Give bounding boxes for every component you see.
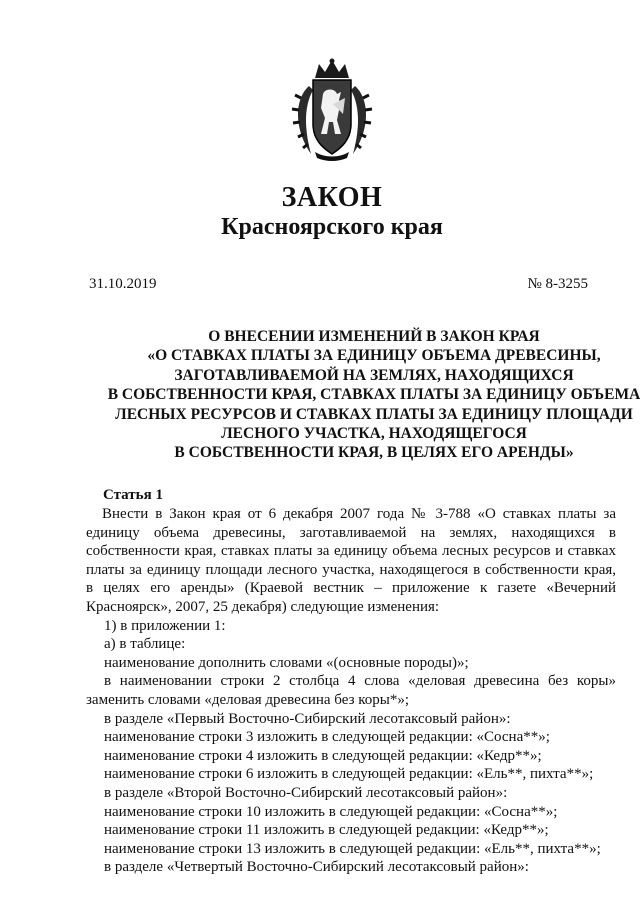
body-line: а) в таблице: <box>104 636 186 653</box>
article-title: Статья 1 <box>103 487 163 503</box>
document-date: 31.10.2019 <box>89 276 157 292</box>
body-line: 1) в приложении 1: <box>104 617 226 634</box>
heading-line: ЗАГОТАВЛИВАЕМОЙ НА ЗЕМЛЯХ, НАХОДЯЩИХСЯ <box>174 366 574 384</box>
coat-of-arms-emblem <box>289 58 375 162</box>
body-line: наименование строки 10 изложить в следующей редакции: «Сосна**»; <box>104 803 558 820</box>
body-line: наименование строки 4 изложить в следующей редакции: «Кедр**»; <box>104 747 542 764</box>
body-paragraph: в наименовании строки 2 столбца 4 слова «деловая древесина без коры» заменить словами «деловая древесина без коры*»; <box>86 673 616 708</box>
article-body <box>86 505 616 877</box>
body-line: в разделе «Второй Восточно-Сибирский лесотаксовый район»: <box>104 784 508 801</box>
body-line: в разделе «Четвертый Восточно-Сибирский лесотаксовый район»: <box>104 859 529 876</box>
heading-line: «О СТАВКАХ ПЛАТЫ ЗА ЕДИНИЦУ ОБЪЕМА ДРЕВЕСИНЫ, <box>147 347 601 365</box>
heading-line: В СОБСТВЕННОСТИ КРАЯ, СТАВКАХ ПЛАТЫ ЗА ЕДИНИЦУ ОБЪЕМА <box>107 386 640 404</box>
body-line: наименование строки 6 изложить в следующей редакции: «Ель**, пихта**»; <box>104 766 594 783</box>
document-number: № 8-3255 <box>527 276 588 292</box>
law-heading <box>80 327 640 463</box>
heading-line: В СОБСТВЕННОСТИ КРАЯ, В ЦЕЛЯХ ЕГО АРЕНДЫ» <box>174 444 574 462</box>
body-line: наименование строки 3 изложить в следующей редакции: «Сосна**»; <box>104 729 550 746</box>
heading-line: ЛЕСНЫХ РЕСУРСОВ И СТАВКАХ ПЛАТЫ ЗА ЕДИНИЦУ ПЛОЩАДИ <box>115 405 633 423</box>
heading-line: ЛЕСНОГО УЧАСТКА, НАХОДЯЩЕГОСЯ <box>221 425 527 443</box>
document-subtitle: Красноярского края <box>221 214 443 240</box>
body-line: в разделе «Первый Восточно-Сибирский лесотаксовый район»: <box>104 710 511 727</box>
body-line: наименование строки 13 изложить в следующей редакции: «Ель**, пихта**»; <box>104 840 601 857</box>
body-line: наименование строки 11 изложить в следующей редакции: «Кедр**»; <box>104 822 549 839</box>
article-intro-paragraph: Внести в Закон края от 6 декабря 2007 года № 3-788 «О ставках платы за единицу объема древесины, заготавливаемой на землях, находящихся в собственности края, ставках платы за единицу объема лесных ресурсов и ставках платы за единицу площади лесного участка, находящегося в собственности края, в целях его аренды» (Краевой вестник – приложение к газете «Вечерний Красноярск», 2007, 25 декабря) следующие изменения: <box>86 506 616 615</box>
heading-line: О ВНЕСЕНИИ ИЗМЕНЕНИЙ В ЗАКОН КРАЯ <box>208 328 540 345</box>
body-line: наименование дополнить словами «(основные породы)»; <box>104 654 469 671</box>
document-title: ЗАКОН <box>281 182 383 213</box>
